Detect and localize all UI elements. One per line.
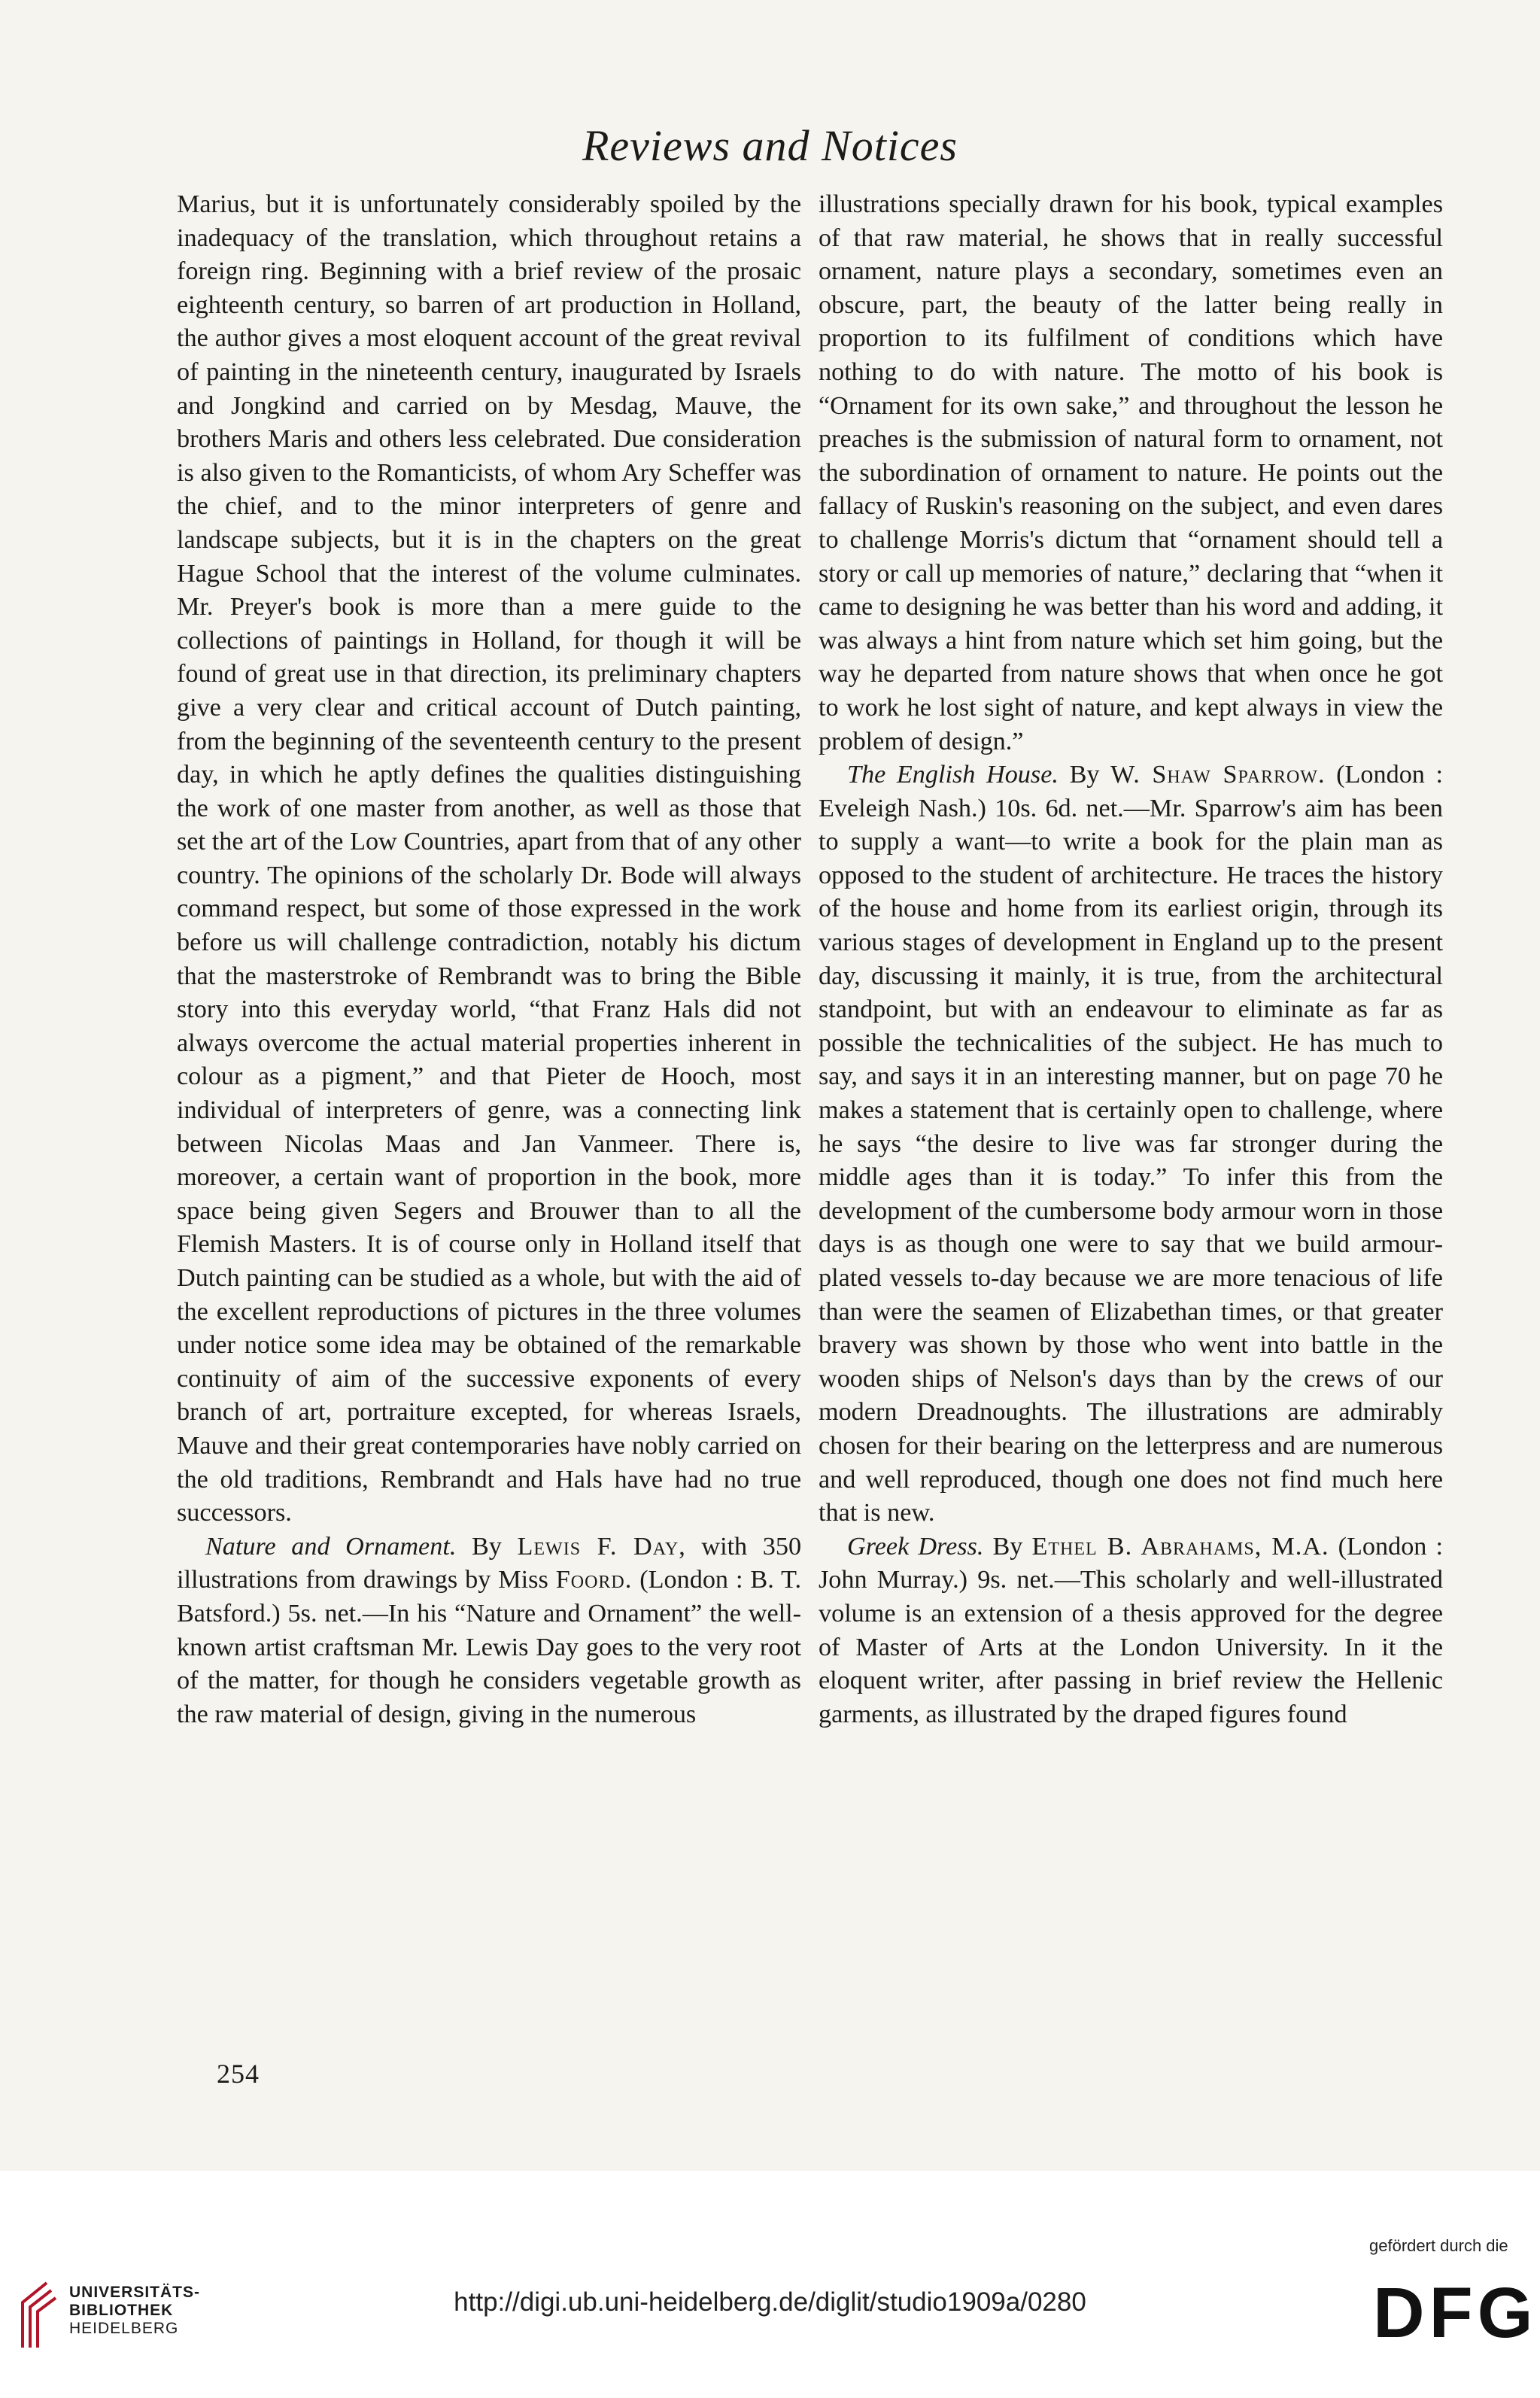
book-title: Greek Dress.: [847, 1532, 984, 1561]
footer-bar: [0, 2171, 1540, 2398]
funding-caption: gefördert durch die: [1369, 2236, 1508, 2255]
review-english-house: [819, 758, 1443, 1530]
library-name-line: UNIVERSITÄTS-: [69, 2284, 201, 2301]
book-title: The English House.: [847, 761, 1059, 789]
source-url: http://digi.ub.uni-heidelberg.de/diglit/studio1909a/0280: [454, 2287, 1086, 2317]
left-column: [177, 188, 801, 1731]
book-imprint: (London : B. T. Batsford.) 5s. net.: [177, 1566, 802, 1628]
running-head: Reviews and Notices: [582, 121, 958, 170]
by-word: By: [471, 1532, 502, 1561]
review-nature-and-ornament: [177, 1530, 801, 1732]
body-paragraph: Marius, but it is unfortunately considerably spoiled by the inadequacy of the translation, which throughout retains a foreign ring. Beginning with a brief review of the prosaic eighteenth century, so barren of art production in Holland, the author gives a most eloquent account of the great revival of painting in the nineteenth century, inaugurated by Israels and Jongkind and carried on by Mesdag, Mauve, the brothers Maris and others less celebrated. Due consideration is also given to the Romanticists, of whom Ary Scheffer was the chief, and to the minor interpreters of genre and landscape subjects, but it is in the chapters on the great Hague School that the interest of the volume culminates. Mr. Preyer's book is more than a mere guide to the collections of paintings in Holland, for though it will be found of great use in that direction, its preliminary chapters give a very clear and critical account of Dutch painting, from the beginning of the seventeenth century to the present day, in which he aptly defines the qualities distinguishing the work of one master from another, as well as those that set the art of the Low Countries, apart from that of any other country. The opinions of the scholarly Dr. Bode will always command respect, but some of those expressed in the work before us will challenge contradiction, notably his dictum that the masterstroke of Rembrandt was to bring the Bible story into this everyday world, “that Franz Hals did not always overcome the actual material properties inherent in colour as a pigment,” and that Pieter de Hooch, most individual of interpreters of genre, was a connecting link between Nicolas Maas and Jan Vanmeer. There is, moreover, a certain want of proportion in the book, more space being given Segers and Brouwer than to all the Flemish Masters. It is of course only in Holland itself that Dutch painting can be studied as a whole, but with the aid of the excellent reproductions of pictures in the three volumes under notice some idea may be obtained of the remarkable continuity of aim of the successive exponents of every branch of art, portraiture excepted, for whereas Israels, Mauve and their great contemporaries have nobly carried on the old traditions, Rembrandt and Hals have had no true successors.: [177, 190, 801, 1527]
by-word: By: [1069, 761, 1100, 789]
right-column: [819, 188, 1443, 1731]
book-author: W. Shaw Sparrow.: [1110, 761, 1326, 789]
review-body: —Mr. Sparrow's aim has been to supply a want—to write a book for the plain man as opposed to the student of architecture. He traces the history of the house and home from its earliest origin, through its various stages of development in England up to the present day, discussing it mainly, it is true, from the architectural standpoint, but with an endeavour to eliminate as far as possible the technicalities of the subject. He has much to say, and says it in an interesting manner, but on page 70 he makes a statement that is certainly open to challenge, where he says “the desire to live was far stronger during the middle ages than it is today.” To infer this from the development of the cumbersome body armour worn in those days is as though one were to say that we build armour-plated vessels to-day because we are more tenacious of life than were the seamen of Elizabethan times, or that greater bravery was shown by those who went into battle in the wooden ships of Nelson's days than by the crews of our modern Dreadnoughts. The illustrations are admirably chosen for their bearing on the letterpress and are numerous and well reproduced, though one does not find much here that is new.: [819, 794, 1443, 1527]
book-author: Ethel B. Abrahams, M.A.: [1031, 1532, 1329, 1561]
book-author: Lewis F. Day,: [517, 1532, 686, 1561]
book-imprint: (London : Eveleigh Nash.) 10s. 6d. net.: [819, 761, 1444, 822]
review-body: —In his “Nature and Ornament” the well-known artist craftsman Mr. Lewis Day goes to the very root of the matter, for though he considers vegetable growth as the raw material of design, giving in the numerous: [177, 1599, 801, 1728]
library-name-line: HEIDELBERG: [69, 2320, 179, 2337]
with-illustrations: with 350 illustrations from drawings by Miss: [177, 1532, 802, 1594]
review-greek-dress: [819, 1530, 1443, 1732]
dfg-logo: DFG: [1373, 2273, 1538, 2353]
review-body-continued: illustrations specially drawn for his book, typical examples of that raw material, he shows that in really successful ornament, nature plays a secondary, sometimes even an obscure, part, the beauty of the latter being really in proportion to its fulfilment of conditions which have nothing to do with nature. The motto of his book is “Ornament for its own sake,” and throughout the lesson he preaches is the submission of natural form to ornament, not the subordination of ornament to nature. He points out the fallacy of Ruskin's reasoning on the subject, and even dares to challenge Morris's dictum that “ornament should tell a story or call up memories of nature,” declaring that “when it came to designing he was better than his word and adding, it was always a hint from nature which set him going, but the way he departed from nature shows that when once he got to work he lost sight of nature, and kept always in view the problem of design.”: [819, 190, 1443, 755]
book-imprint: (London : John Murray.) 9s. net.: [819, 1532, 1443, 1594]
book-title: Nature and Ornament.: [205, 1532, 457, 1561]
by-word: By: [992, 1532, 1023, 1561]
illustrator-name: Foord.: [555, 1566, 633, 1594]
page-number: 254: [217, 2059, 260, 2089]
library-name-line: BIBLIOTHEK: [69, 2302, 174, 2319]
review-body: —This scholarly and well-illustrated volume is an extension of a thesis approved for the degree of Master of Arts at the London University. In it the eloquent writer, after passing in brief review the Hellenic garments, as illustrated by the draped figures found: [819, 1566, 1443, 1728]
